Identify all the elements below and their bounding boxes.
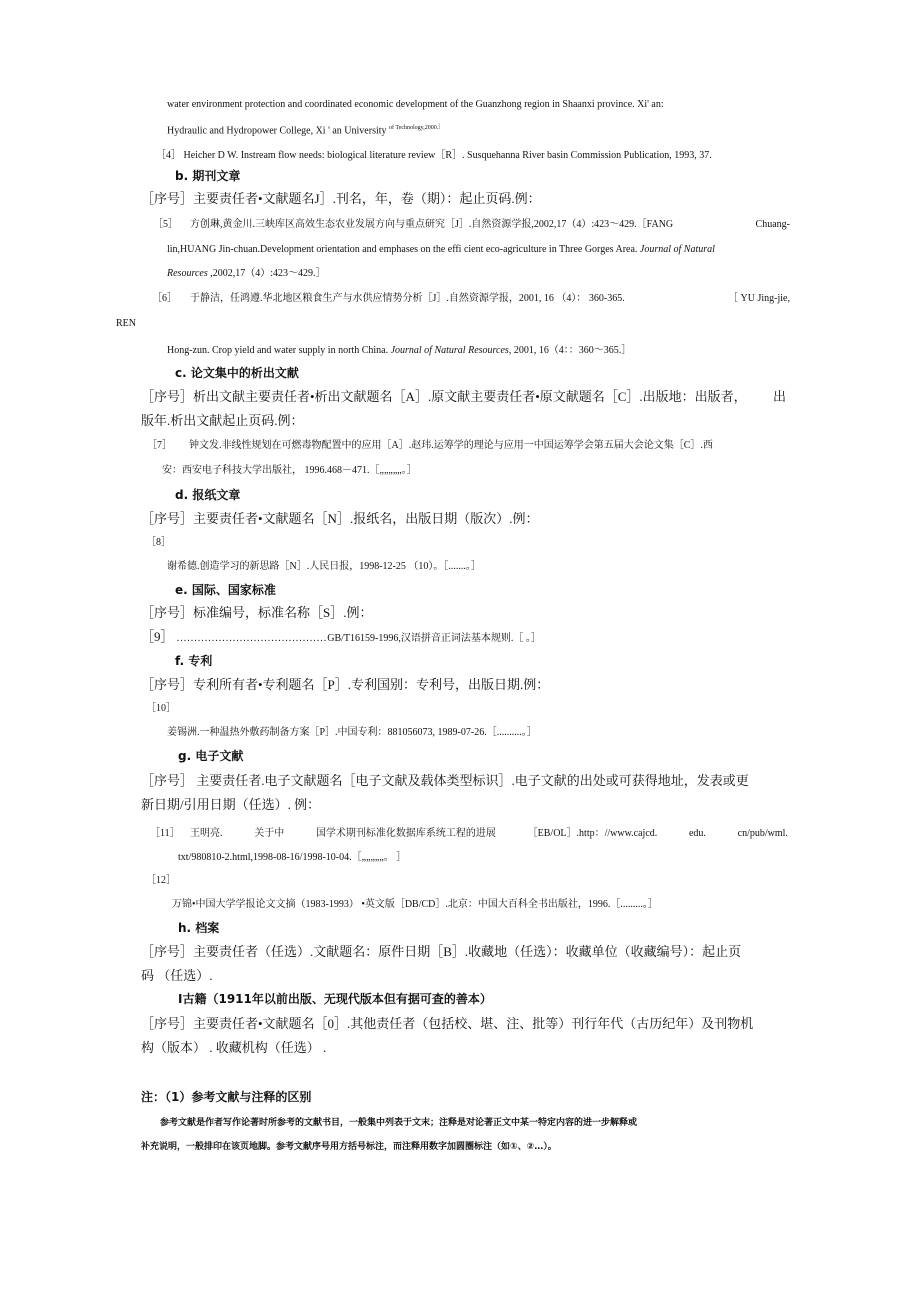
ref4-text: ［4］ Heicher D W. Instream flow needs: biological literature review［R］. Susquehanna River basin Commission Publication, 1993, 37. xyxy=(156,150,712,161)
section-e-format: ［序号］标准编号，标准名称［S］.例： xyxy=(141,605,373,620)
section-c-format-line1-b: 出 xyxy=(772,389,786,404)
ref9-num: ［9］ xyxy=(141,629,174,644)
ref10-text: 姜锡洲.一种温热外敷药制备方案［P］.中国专利：881056073, 1989-07-26.［..........。］ xyxy=(167,727,537,738)
ref6-num: ［6］ xyxy=(152,293,177,304)
ref5-line3-journal: Resources xyxy=(167,268,208,279)
ref6-line3-journal: Journal of Natural Resources xyxy=(390,345,509,356)
note-line2: 补充说明，一般排印在该页地脚。参考文献序号用方括号标注，而注释用数字加圆圈标注（如①、②…）。 xyxy=(141,1142,557,1152)
note-heading: 注：（1）参考文献与注释的区别 xyxy=(141,1090,312,1104)
ref9-dots: ........................................... xyxy=(176,633,328,644)
ref6-line3-rest: , 2001, 16（4：：360～365.］ xyxy=(508,345,632,356)
ref5-line2-a: lin,HUANG Jin-chuan.Development orientation and emphases on the effi cient eco-agriculture in Three Gorges Area. xyxy=(167,244,638,255)
ref3-line2-sup: of Technology,2000.〕 xyxy=(389,125,445,131)
ref11-part-1: 王明亮. xyxy=(190,828,223,839)
ref5-num: ［5］ xyxy=(153,219,178,230)
ref11-part-4: ［EB/OL］.http：//www.cajcd. xyxy=(527,828,658,839)
ref6-line3-a: Hong-zun. Crop yield and water supply in north China. xyxy=(167,345,389,356)
ref12-num: ［12］ xyxy=(146,875,176,886)
ref6-line1-b: ［ YU Jing-jie, xyxy=(728,293,790,304)
ref3-line1: water environment protection and coordinated economic development of the Guanzhong region in Shaanxi province. Xi' an: xyxy=(167,99,664,110)
ref5-line2 xyxy=(167,243,715,257)
ref7-num: ［7］ xyxy=(147,440,172,451)
note-line1: 参考文献是作者写作论著时所参考的文献书目，一般集中列表于文末；注释是对论著正文中某一特定内容的进一步解释或 xyxy=(160,1118,638,1128)
section-g-format-line1: ［序号］ 主要责任者.电子文献题名［电子文献及载体类型标识］.电子文献的出处或可获得地址，发表或更 xyxy=(141,773,749,788)
ref6-line1 xyxy=(190,292,790,306)
section-h-format-line2: 码 （任选）. xyxy=(141,968,213,983)
section-i-heading: I古籍（1911年以前出版、无现代版本但有据可查的善本） xyxy=(178,992,492,1006)
section-f-format: ［序号］专利所有者•专利题名［P］.专利国别：专利号，出版日期.例： xyxy=(141,677,550,692)
ref7-line1: 钟文发.非线性规划在可燃毒物配置中的应用［A］.赵玮.运筹学的理论与应用一中国运筹学会第五届大会论文集［C］.西 xyxy=(189,440,713,451)
ref11-part-6: cn/pub/wml. xyxy=(737,828,788,839)
ref6-line2: REN xyxy=(116,318,136,329)
section-c-format-line1 xyxy=(141,388,786,406)
ref9-line xyxy=(141,628,541,648)
ref11-line1 xyxy=(190,827,788,841)
ref11-part-5: edu. xyxy=(688,828,706,839)
ref8-text: 谢希德.创造学习的新思路［N］.人民日报，1998-12-25 （10）。［.......。］ xyxy=(167,561,481,572)
ref3-line2 xyxy=(167,121,444,138)
section-d-format: ［序号］主要责任者•文献题名［N］.报纸名，出版日期（版次）.例： xyxy=(141,511,539,526)
ref12-text: 万锦•中国大学学报论文文摘（1983-1993） •英文版［DB/CD］.北京：中国大百科全书出版社，1996.［.........。］ xyxy=(172,899,658,910)
ref11-line2: txt/980810-2.html,1998-08-16/1998-10-04.［„„„„„。 ］ xyxy=(178,852,407,863)
section-g-heading: g. 电子文献 xyxy=(178,749,244,763)
section-d-heading: d. 报纸文章 xyxy=(175,488,241,502)
ref5-line3 xyxy=(167,267,326,281)
section-h-heading: h. 档案 xyxy=(178,921,220,935)
section-b-heading: b. 期刊文章 xyxy=(175,169,241,183)
ref11-part-3: 国学术期刊标准化数据库系统工程的进展 xyxy=(315,828,496,839)
ref5-line1 xyxy=(190,218,790,232)
ref5-line3-rest: ,2002,17（4）:423～429.］ xyxy=(210,268,326,279)
ref6-line3 xyxy=(167,344,631,358)
section-i-format-line1: ［序号］主要责任者•文献题名［0］.其他责任者（包括校、堪、注、批等）刊行年代（古历纪年）及刊物机 xyxy=(141,1016,754,1031)
ref8-num: ［8］ xyxy=(146,537,171,548)
ref11-part-2: 关于中 xyxy=(254,828,285,839)
section-c-heading: c. 论文集中的析出文献 xyxy=(175,366,299,380)
section-c-format-line2: 版年.析出文献起止页码.例： xyxy=(141,413,304,428)
ref5-line1-b: Chuang- xyxy=(755,219,790,230)
section-b-format: ［序号］主要责任者•文献题名J］.刊名，年，卷（期）：起止页码.例： xyxy=(141,191,541,206)
section-c-format-line1-a: ［序号］析出文献主要责任者•析出文献题名［A］.原文献主要责任者•原文献题名［C］.出版地：出版者， xyxy=(141,389,747,404)
ref7-line2: 安：西安电子科技大学出版社， 1996.468－471.［„„„„„。］ xyxy=(162,465,417,476)
section-h-format-line1: ［序号］主要责任者（任选）.文献题名：原件日期［B］.收藏地（任选）：收藏单位（收藏编号）：起止页 xyxy=(141,944,742,959)
ref6-line1-a: 于静洁，任鸿遵.华北地区粮食生产与水供应情势分析［J］.自然资源学报，2001, 16 （4）： 360-365. xyxy=(190,293,625,304)
ref11-num: ［11］ xyxy=(150,828,180,839)
ref5-line1-a: 方创琳,黄金川.三峡库区高效生态农业发展方向与重点研究［J］.自然资源学报,2002,17（4）:423～429.［FANG xyxy=(190,219,674,230)
section-f-heading: f. 专利 xyxy=(175,654,213,668)
ref5-line2-journal: Journal of Natural xyxy=(639,244,715,255)
section-i-format-line2: 构（版本） . 收藏机构（任选） . xyxy=(141,1040,327,1055)
ref9-text: GB/T16159-1996,汉语拼音正词法基本规则.［ 。］ xyxy=(327,633,541,644)
section-g-format-line2: 新日期/引用日期（任选）. 例： xyxy=(141,797,321,812)
ref10-num: ［10］ xyxy=(146,703,176,714)
section-e-heading: e. 国际、国家标准 xyxy=(175,583,276,597)
ref3-line2-main: Hydraulic and Hydropower College, Xi ' an University xyxy=(167,125,387,137)
